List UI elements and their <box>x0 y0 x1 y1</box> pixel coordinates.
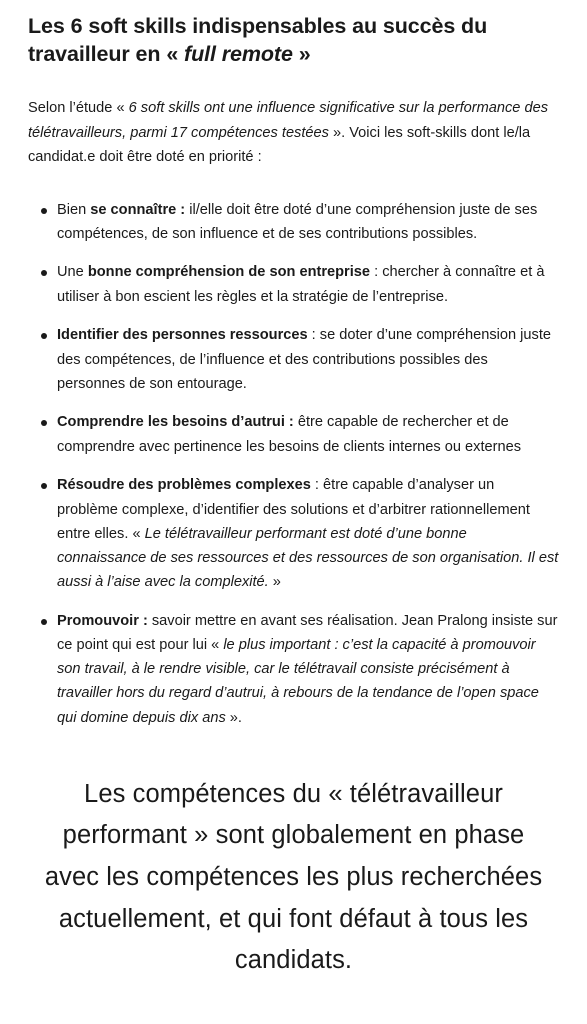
list-item <box>28 410 559 458</box>
title-text: Les 6 soft skills indispensables au succès du travailleur en « <box>28 14 488 66</box>
item-bold: Identifier des personnes ressources <box>57 327 308 344</box>
item-quote-close: ». <box>225 709 242 726</box>
item-text: il/elle doit être doté d’une compréhension juste de ses compétences, de son influence et de ses contributions possibles. <box>57 201 538 242</box>
bullet-icon <box>41 270 47 276</box>
bullet-icon <box>41 208 47 214</box>
bullet-icon <box>41 420 47 426</box>
article-title <box>28 12 559 68</box>
item-bold: Promouvoir : <box>57 612 148 629</box>
item-bold: bonne compréhension de son entreprise <box>87 264 371 281</box>
item-bold: Comprendre les besoins d’autrui : <box>57 414 294 431</box>
item-text: être capable de rechercher et de comprendre avec pertinence les besoins de clients internes ou externes <box>57 414 522 455</box>
item-quote: Le télétravailleur performant est doté d’une bonne connaissance de ses ressources et des ressources de son organisation. Il est aussi à l’aise avec la complexité. <box>57 525 559 591</box>
bullet-icon <box>41 333 47 339</box>
item-text: savoir mettre en avant ses réalisation. Jean Pralong insiste sur ce point qui est pour lui « <box>57 612 558 654</box>
title-italic: full remote <box>184 42 293 66</box>
bullet-icon <box>41 619 47 625</box>
item-quote: le plus important : c’est la capacité à promouvoir son travail, à le rendre visible, car le télétravail consiste précisément à travailler hors du regard d’autrui, à rebours de la tendance de l’open space qui domine depuis dix ans <box>57 637 539 726</box>
item-bold: se connaître : <box>90 201 186 218</box>
study-title: 6 soft skills ont une influence significative sur la performance des télétravailleurs, parmi 17 compétences testées <box>28 100 549 141</box>
intro-text-end: ». Voici les soft-skills dont le/la candidat.e doit être doté en priorité : <box>28 124 531 165</box>
item-quote-close: » <box>268 574 281 591</box>
item-text: : chercher à connaître et à utiliser à bon escient les règles et la stratégie de l’entreprise. <box>57 264 545 305</box>
item-lead: Une <box>57 264 88 281</box>
list-item <box>28 473 559 594</box>
list-item <box>28 609 559 730</box>
pull-quote: Les compétences du « télétravailleur performant » sont globalement en phase avec les compétences les plus recherchées actuellement, et qui font défaut à tous les candidats. <box>44 779 543 975</box>
list-item <box>28 260 559 308</box>
item-text: : se doter d’une compréhension juste des compétences, de l’influence et des contributions possibles des personnes de son entourage. <box>57 327 552 392</box>
list-item <box>28 323 559 396</box>
intro-paragraph <box>28 96 559 170</box>
list-item <box>28 198 559 246</box>
item-bold: Résoudre des problèmes complexes <box>57 477 311 494</box>
title-close: » <box>292 42 311 66</box>
bullet-icon <box>41 483 47 489</box>
intro-text: Selon l’étude « <box>28 100 129 116</box>
item-lead: Bien <box>57 201 91 218</box>
item-text: : être capable d’analyser un problème complexe, d’identifier des solutions et d’arbitrer rationnellement entre elles. « <box>57 477 530 542</box>
skills-list <box>28 198 559 730</box>
